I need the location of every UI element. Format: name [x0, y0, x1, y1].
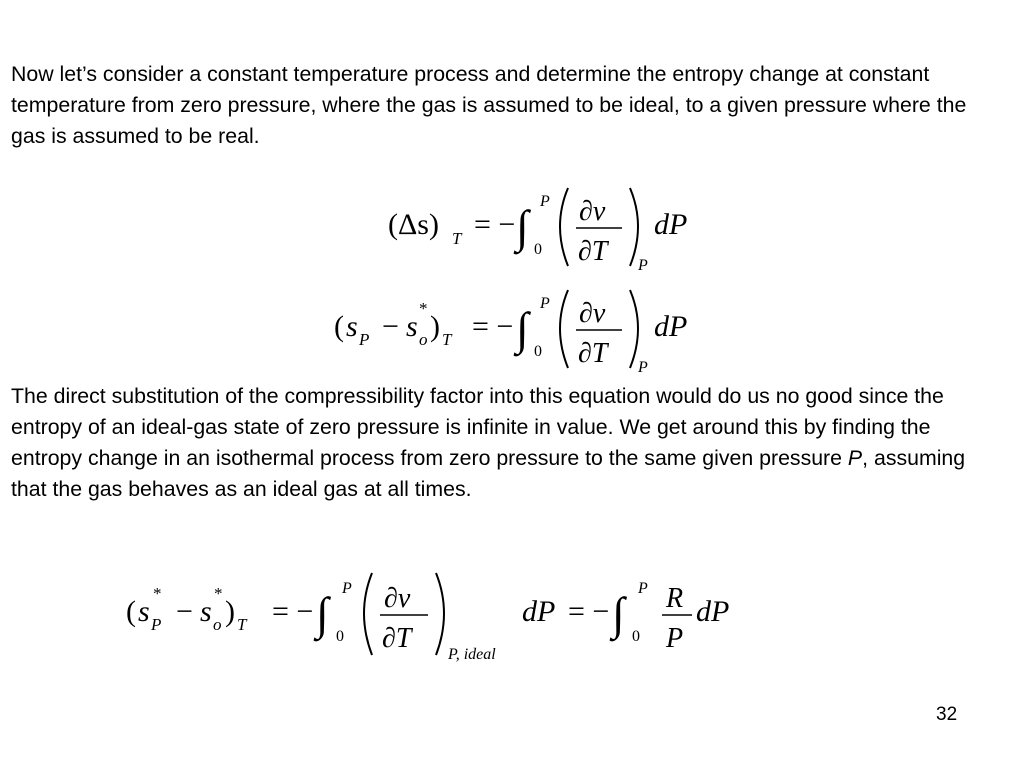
body-text-italic-p: P	[847, 446, 863, 470]
eq1-lhs: (Δs)	[388, 208, 439, 241]
eq1-integral-upper: P	[540, 193, 550, 210]
eq2-partial-denominator: ∂T	[578, 338, 608, 369]
eq3-integral-upper: P	[342, 580, 352, 597]
eq3-s-p-subscript: P	[151, 615, 162, 634]
eq3-integral2-upper: P	[638, 580, 648, 597]
intro-paragraph: Now let’s consider a constant temperature process and determine the entropy change at constant temperature from zero pressure, where the gas is assumed to be ideal, to a given pressure where the gas is assumed to be real.	[11, 62, 967, 148]
eq1-lhs-subscript: T	[452, 229, 462, 248]
eq1-integral-sign: ∫	[516, 201, 529, 252]
eq3-s-p: s	[138, 595, 150, 628]
eq2-s-o: s	[406, 310, 418, 343]
eq3-frac-denominator: P	[666, 623, 684, 654]
eq1-outer-subscript: P	[638, 257, 648, 274]
eq1-left-paren	[560, 188, 568, 266]
eq2-s-p: s	[346, 310, 358, 343]
eq3-differential: dP	[522, 595, 556, 628]
eq3-s-o-superscript: *	[214, 584, 223, 603]
eq3-equals: = −	[272, 595, 314, 628]
eq1-differential: dP	[654, 208, 688, 241]
eq1-partial-numerator: ∂v	[579, 196, 606, 227]
eq2-s-p-subscript: P	[359, 330, 370, 349]
eq3-differential2: dP	[696, 595, 730, 628]
eq2-equals: = −	[472, 310, 514, 343]
eq2-open-paren: (	[334, 310, 344, 343]
eq3-left-paren	[364, 573, 372, 655]
eq2-minus: −	[382, 310, 399, 343]
eq1-integral-lower: 0	[534, 241, 542, 258]
eq1-equals: = −	[474, 208, 516, 241]
body-paragraph	[11, 381, 1001, 505]
eq3-lhs-subscript: T	[237, 615, 247, 634]
eq2-integral-upper: P	[540, 295, 550, 312]
eq2-integral-sign: ∫	[516, 303, 529, 354]
eq2-left-paren	[560, 290, 568, 368]
eq2-outer-subscript: P	[638, 359, 648, 376]
eq3-close-paren: )	[225, 595, 235, 628]
slide-page-number: 32	[936, 704, 958, 725]
eq2-partial-numerator: ∂v	[579, 298, 606, 329]
equation-real-minus-ideal-entropy	[330, 282, 710, 377]
eq3-outer-subscript: P, ideal	[448, 646, 496, 663]
eq2-close-paren: )	[430, 310, 440, 343]
eq3-integral-sign: ∫	[316, 588, 329, 639]
eq3-open-paren: (	[126, 595, 136, 628]
eq3-partial-numerator: ∂v	[384, 583, 411, 614]
eq1-partial-denominator: ∂T	[578, 236, 608, 267]
eq3-minus: −	[176, 595, 193, 628]
eq3-s-o-subscript: o	[213, 615, 222, 634]
eq3-integral2-lower: 0	[632, 628, 640, 645]
eq3-s-o: s	[200, 595, 212, 628]
eq3-equals2: = −	[568, 595, 610, 628]
eq3-frac-numerator: R	[666, 583, 684, 614]
equation-entropy-change-isothermal	[380, 180, 710, 275]
eq3-integral2-sign: ∫	[612, 588, 625, 639]
eq3-integral-lower: 0	[336, 628, 344, 645]
eq2-right-paren	[630, 290, 638, 368]
equation-ideal-gas-entropy-change	[122, 563, 752, 663]
body-text-part2: , assuming that the gas behaves as an ideal gas at all times.	[11, 446, 966, 501]
eq2-integral-lower: 0	[534, 343, 542, 360]
eq1-right-paren	[630, 188, 638, 266]
eq2-differential: dP	[654, 310, 688, 343]
eq2-lhs-subscript: T	[442, 330, 452, 349]
eq3-right-paren	[436, 573, 444, 655]
eq2-s-o-subscript: o	[419, 330, 428, 349]
body-text-part1: The direct substitution of the compressibility factor into this equation would do us no good since the entropy of an ideal-gas state of zero pressure is infinite in value. We get around this by finding the entropy change in an isothermal process from zero pressure to the same given pressure	[11, 384, 944, 470]
eq3-s-p-superscript: *	[153, 584, 162, 603]
eq3-partial-denominator: ∂T	[382, 623, 412, 654]
eq2-s-o-superscript: *	[419, 299, 428, 318]
